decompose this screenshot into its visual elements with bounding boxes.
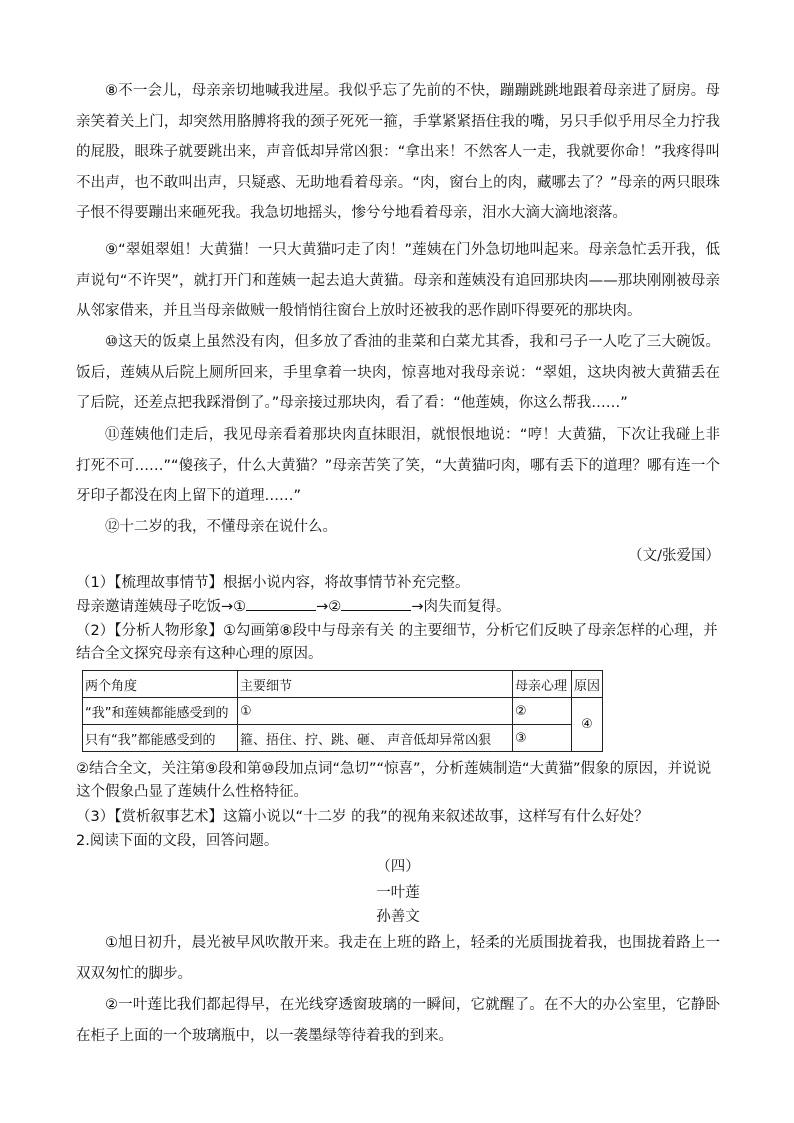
- table-row: [83, 725, 603, 752]
- table-header-row: [83, 671, 603, 698]
- story-paragraph-10: ⑩这天的饭桌上虽然没有肉，但多放了香油的韭菜和白菜尤其香，我和弓子一人吃了三大碗饭。饭后，莲姨从后院上厕所回来，手里拿着一块肉，惊喜地对我母亲说：“翠姐，这块肉被大黄猫丢在了后院，还差点把我踩滑倒了。”母亲接过那块肉，看了看：“他莲姨，你这么帮我……”: [76, 334, 720, 411]
- task-2-instruction: 2.阅读下面的文段，回答问题。: [76, 833, 279, 849]
- plot-chain-start: 母亲邀请莲姨母子吃饭→①: [76, 599, 247, 615]
- table-answer-cell[interactable]: ③: [513, 725, 572, 752]
- table-header-cell: 原因: [572, 671, 603, 698]
- section-paragraph-1: ①旭日初升，晨光被早风吹散开来。我走在上班的路上，轻柔的光质围拢着我，也围拢着路上一双双匆忙的脚步。: [76, 935, 720, 982]
- section-number: （四）: [376, 859, 420, 875]
- plot-blank-1[interactable]: [246, 596, 316, 611]
- table-header-cell: 两个角度: [83, 671, 238, 698]
- table-answer-cell[interactable]: ④: [572, 698, 603, 752]
- story-paragraph-9: ⑨“翠姐翠姐！大黄猫！一只大黄猫叼走了肉！”莲姨在门外急切地叫起来。母亲急忙丢开我，低声说句“不许哭”，就打开门和莲姨一起去追大黄猫。母亲和莲姨没有追回那块肉——那块刚刚被母亲从邻家借来，并且当母亲做贼一般悄悄往窗台上放时还被我的恶作剧吓得要死的那块肉。: [76, 242, 720, 319]
- question-2-part-2: ②结合全文，关注第⑨段和第⑩段加点词“急切”“惊喜”，分析莲姨制造“大黄猫”假象的原因，并说说这个假象凸显了莲姨什么性格特征。: [76, 761, 712, 800]
- question-1-plot-chain: [76, 596, 720, 618]
- section-paragraph-2: ②一叶莲比我们都起得早，在光线穿透窗玻璃的一瞬间，它就醒了。在不大的办公室里，它静卧在柜子上面的一个玻璃瓶中，以一袭墨绿等待着我的到来。: [76, 997, 720, 1044]
- story-paragraph-12: ⑫十二岁的我，不懂母亲在说什么。: [105, 519, 337, 535]
- story-paragraph-8: ⑧不一会儿，母亲亲切地喊我进屋。我似乎忘了先前的不快，蹦蹦跳跳地跟着母亲进了厨房。母亲笑着关上门，却突然用胳膊将我的颈子死死一箍，手掌紧紧捂住我的嘴，另只手似乎用尽全力拧我的屁股，眼珠子就要跳出来，声音低却异常凶狠：“拿出来！不然客人一走，我就要你命！”我疼得叫不出声，也不敢叫出声，只疑惑、无助地看着母亲。“肉，窗台上的肉，藏哪去了？”母亲的两只眼珠子恨不得要蹦出来砸死我。我急切地摇头，惨兮兮地看着母亲，泪水大滴大滴地滚落。: [76, 83, 720, 221]
- table-header-cell: 母亲心理: [513, 671, 572, 698]
- table-row: [83, 698, 603, 725]
- table-cell: “我”和莲姨都能感受到的: [83, 698, 238, 725]
- table-answer-cell[interactable]: ①: [238, 698, 513, 725]
- table-header-cell: 主要细节: [238, 671, 513, 698]
- table-cell: 箍、捂住、拧、跳、砸、 声音低却异常凶狠: [238, 725, 513, 752]
- plot-chain-arrow-2: →②: [316, 599, 342, 615]
- question-3: （3）【赏析叙事艺术】这篇小说以“十二岁 的我”的视角来叙述故事，这样写有什么好处？: [76, 809, 649, 825]
- section-title: 一叶莲: [376, 885, 420, 901]
- question-2-title: （2）【分析人物形象】①勾画第⑧段中与母亲有关 的主要细节，分析它们反映了母亲怎样的心理，并结合全文探究母亲有这种心理的原因。: [76, 623, 718, 662]
- mother-detail-table: [82, 670, 603, 752]
- table-answer-cell[interactable]: ②: [513, 698, 572, 725]
- section-author: 孙善文: [376, 909, 420, 925]
- plot-chain-end: →肉失而复得。: [411, 599, 511, 615]
- story-author: （文/张爱国）: [628, 548, 720, 564]
- story-paragraph-11: ⑪莲姨他们走后，我见母亲看着那块肉直抹眼泪，就恨恨地说：“哼！大黄猫，下次让我碰上非打死不可……”“傻孩子，什么大黄猫？”母亲苦笑了笑，“大黄猫叼肉，哪有丢下的道理？哪有连一个牙印子都没在肉上留下的道理……”: [76, 427, 720, 504]
- plot-blank-2[interactable]: [341, 596, 411, 611]
- question-1-title: （1）【梳理故事情节】根据小说内容，将故事情节补充完整。: [76, 575, 470, 591]
- table-cell: 只有“我”都能感受到的: [83, 725, 238, 752]
